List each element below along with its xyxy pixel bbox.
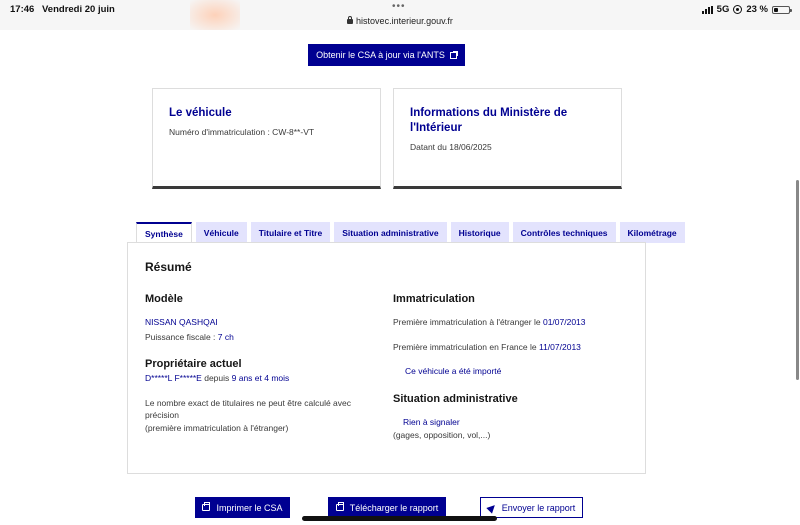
send-report-button[interactable]	[480, 497, 583, 518]
france-registration-label: Première immatriculation en France le	[393, 342, 539, 352]
fiscal-power-value: 7 ch	[217, 332, 234, 342]
send-report-label: Envoyer le rapport	[501, 502, 576, 513]
battery-icon	[772, 6, 790, 14]
external-link-icon	[450, 52, 457, 59]
tab-vehicule[interactable]: Véhicule	[196, 222, 247, 243]
tab-titulaire[interactable]: Titulaire et Titre	[251, 222, 330, 243]
ministry-date: Datant du 18/06/2025	[410, 142, 492, 152]
ants-csa-label: Obtenir le CSA à jour via l'ANTS	[316, 50, 445, 60]
tab-situation-administrative[interactable]: Situation administrative	[334, 222, 446, 243]
download-report-button[interactable]	[328, 497, 446, 518]
model-heading: Modèle	[145, 293, 183, 305]
tab-historique[interactable]: Historique	[451, 222, 509, 243]
tab-synthese[interactable]: Synthèse	[136, 222, 192, 243]
fiscal-power	[145, 332, 234, 343]
foreign-registration-date: 01/07/2013	[542, 317, 586, 327]
download-icon	[336, 504, 344, 511]
owner-note-line1: Le nombre exact de titulaires ne peut être calculé avec	[145, 398, 352, 408]
ministry-card	[393, 88, 622, 189]
registration-number: Numéro d'immatriculation : CW-8**-VT	[169, 127, 315, 137]
owner-note-line3: (première immatriculation à l'étranger)	[145, 423, 289, 433]
owner-since-label: depuis	[201, 373, 232, 383]
owner-line	[145, 373, 289, 384]
vehicle-card-title: Le véhicule	[169, 107, 232, 119]
vehicle-card	[152, 88, 381, 189]
download-report-label: Télécharger le rapport	[349, 502, 439, 513]
orientation-lock-icon	[733, 5, 742, 14]
tab-bar	[136, 222, 677, 243]
owner-since-value: 9 ans et 4 mois	[231, 373, 290, 383]
foreign-registration	[393, 317, 586, 328]
ministry-card-title-line2: l'Intérieur	[410, 122, 462, 134]
france-registration	[393, 342, 581, 353]
network-label: 5G	[716, 4, 730, 15]
tab-kilometrage[interactable]: Kilométrage	[620, 222, 685, 243]
signal-icon	[702, 6, 713, 14]
admin-status: Rien à signaler	[403, 417, 460, 427]
foreign-registration-label: Première immatriculation à l'étranger le	[393, 317, 543, 327]
registration-heading: Immatriculation	[393, 293, 475, 305]
status-date: Vendredi 20 juin	[42, 4, 115, 15]
owner-heading: Propriétaire actuel	[145, 358, 242, 370]
owner-name: D*****L F*****E	[145, 373, 202, 383]
model-name: NISSAN QASHQAI	[145, 317, 218, 327]
status-time: 17:46	[10, 4, 35, 15]
lock-icon	[347, 19, 353, 24]
fiscal-power-label: Puissance fiscale :	[145, 332, 218, 342]
france-registration-date: 11/07/2013	[538, 342, 581, 352]
ministry-card-title-line1: Informations du Ministère de	[410, 107, 568, 119]
tab-controles-techniques[interactable]: Contrôles techniques	[513, 222, 616, 243]
address-bar[interactable]	[0, 16, 800, 26]
admin-heading: Situation administrative	[393, 393, 518, 405]
scrollbar[interactable]	[796, 180, 799, 380]
status-indicators	[702, 4, 790, 15]
imported-notice: Ce véhicule a été importé	[405, 366, 502, 376]
admin-detail: (gages, opposition, vol,...)	[393, 430, 491, 440]
status-bar	[0, 0, 800, 30]
home-indicator[interactable]	[302, 516, 497, 521]
print-csa-label: Imprimer le CSA	[216, 502, 283, 513]
battery-percent: 23 %	[746, 4, 768, 15]
send-icon	[486, 502, 497, 513]
owner-note-line2: précision	[145, 410, 180, 420]
address-url: histovec.interieur.gouv.fr	[356, 16, 453, 26]
print-csa-button[interactable]	[195, 497, 290, 518]
more-dots-icon[interactable]: •••	[392, 1, 406, 12]
ants-csa-button[interactable]	[308, 44, 465, 66]
summary-title: Résumé	[145, 260, 192, 274]
print-icon	[202, 504, 210, 511]
